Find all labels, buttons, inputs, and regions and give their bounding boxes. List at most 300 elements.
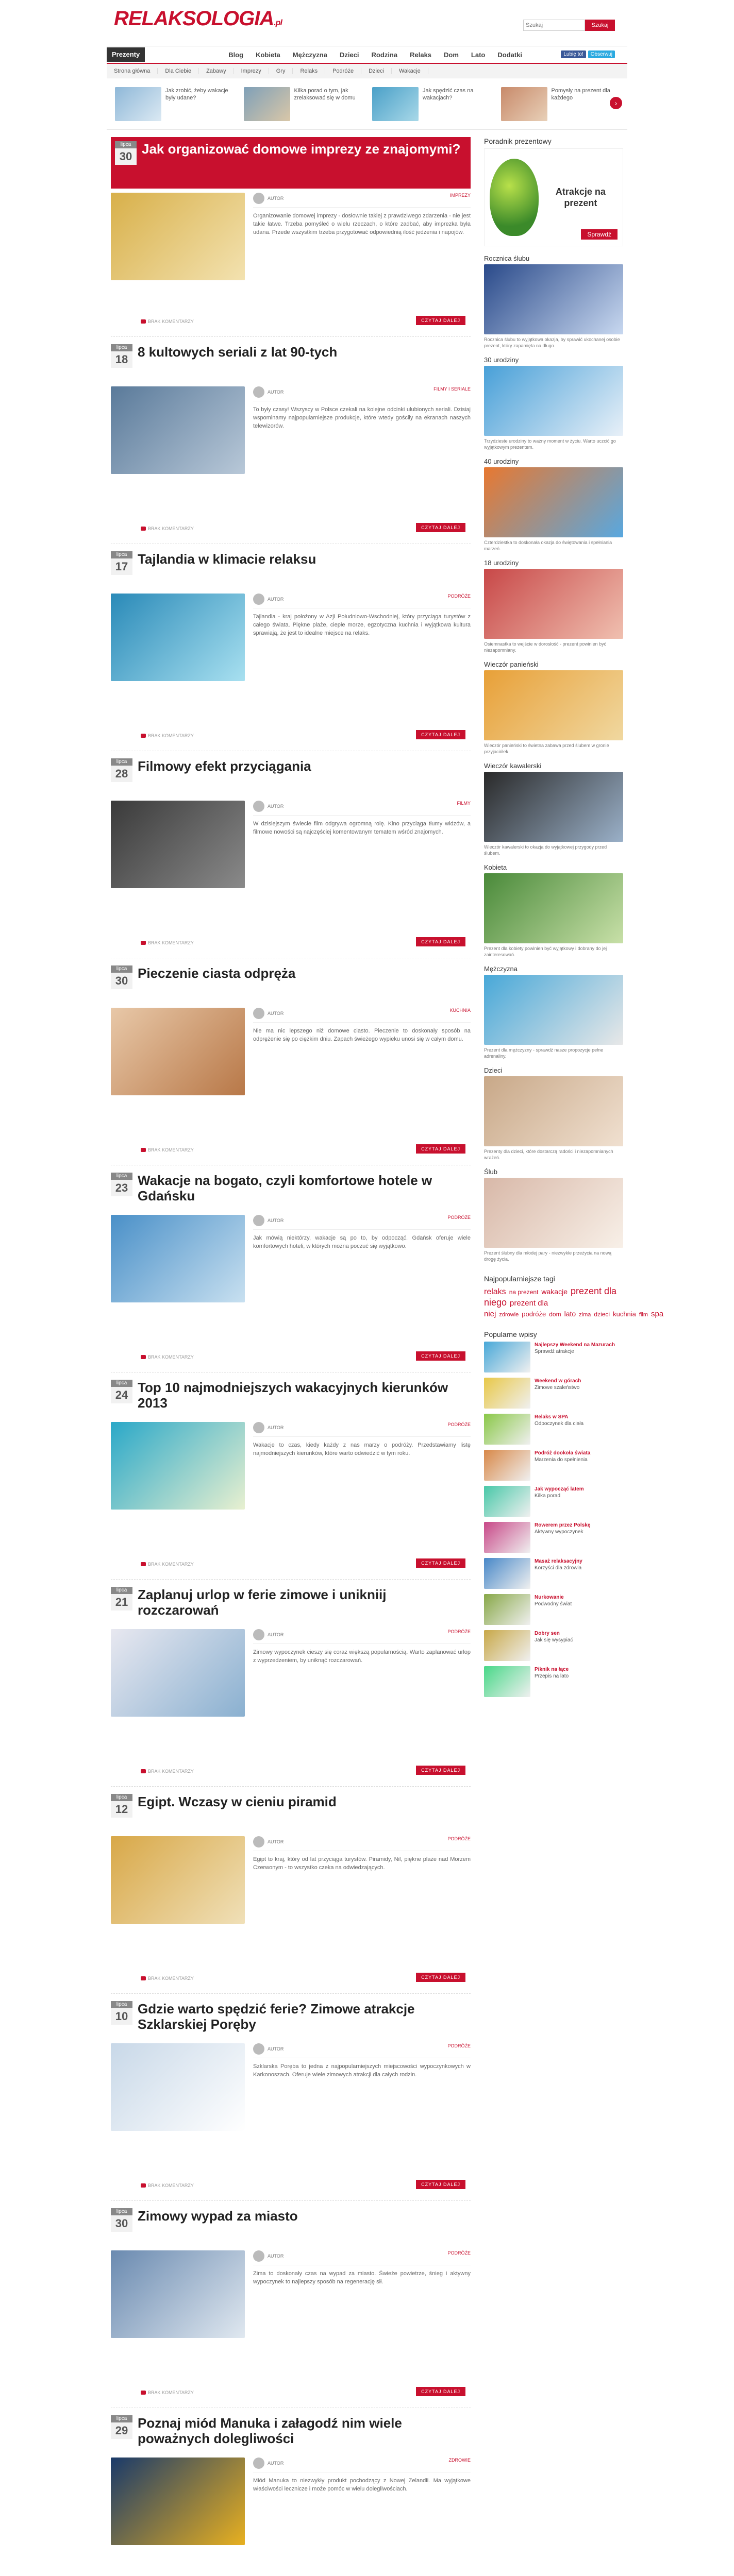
comments-count[interactable] xyxy=(141,319,194,324)
tag-link[interactable]: kuchnia xyxy=(613,1310,636,1318)
chevron-right-icon[interactable]: › xyxy=(610,97,622,109)
tag-link[interactable]: film xyxy=(639,1312,648,1318)
tag-link[interactable]: wakacje xyxy=(541,1287,568,1296)
tag-link[interactable]: dom xyxy=(549,1311,561,1318)
read-more-button[interactable]: CZYTAJ DALEJ xyxy=(416,2180,465,2189)
comments-count[interactable] xyxy=(141,1562,194,1567)
read-more-button[interactable]: CZYTAJ DALEJ xyxy=(416,316,465,325)
comments-count[interactable] xyxy=(141,940,194,945)
gift-title[interactable]: Wieczór panieński xyxy=(484,660,539,668)
author xyxy=(253,1629,283,1640)
tag-link[interactable]: relaks xyxy=(484,1287,506,1296)
article-image[interactable] xyxy=(111,1629,245,1717)
main-area xyxy=(107,130,664,2576)
gift-text: Prezent dla kobiety powinien być wyjątkowy i dobrany do jej zainteresowań. xyxy=(484,946,607,957)
article-tags[interactable]: PODRÓŻE xyxy=(447,2250,471,2256)
nav-item[interactable]: Rodzina xyxy=(371,50,398,59)
comments-count[interactable] xyxy=(141,1976,194,1981)
article-tags[interactable]: PODRÓŻE xyxy=(447,1836,471,1841)
popular-text xyxy=(535,1666,569,1697)
nav-item[interactable]: Mężczyzna xyxy=(292,50,327,59)
date-month: lipca xyxy=(111,2001,132,2008)
gift-title[interactable]: 18 urodziny xyxy=(484,559,519,567)
subnav-item[interactable]: Strona główna xyxy=(107,68,158,74)
gift-item[interactable] xyxy=(484,457,623,552)
read-more-button[interactable]: CZYTAJ DALEJ xyxy=(416,2387,465,2396)
popular-subtitle: Sprawdź atrakcje xyxy=(535,1349,574,1354)
popular-text xyxy=(535,1630,573,1661)
comments-count[interactable] xyxy=(141,733,194,738)
article-tags[interactable]: IMPREZY xyxy=(449,193,471,198)
avatar xyxy=(253,386,264,398)
gift-image[interactable] xyxy=(484,670,623,740)
popular-subtitle: Przepis na lato xyxy=(535,1673,569,1679)
sub-nav xyxy=(107,64,627,78)
article xyxy=(111,758,471,958)
teaser[interactable] xyxy=(501,87,620,121)
date-badge xyxy=(111,1794,132,1818)
article-header xyxy=(111,1587,471,1625)
article-tags[interactable]: PODRÓŻE xyxy=(447,594,471,599)
author xyxy=(253,1008,283,1019)
popular-image xyxy=(484,1522,530,1553)
read-more-button[interactable]: CZYTAJ DALEJ xyxy=(416,1973,465,1982)
article-title[interactable]: Gdzie warto spędzić ferie? Zimowe atrakcje Szklarskiej Poręby xyxy=(138,2001,415,2032)
author-name[interactable]: AUTOR xyxy=(268,1839,284,1844)
gift-text: Wieczór panieński to świetna zabawa przed ślubem w gronie przyjaciółek. xyxy=(484,743,609,754)
date-month: lipca xyxy=(111,758,132,766)
gift-item[interactable] xyxy=(484,863,623,958)
teaser[interactable] xyxy=(372,87,491,121)
author xyxy=(253,2250,283,2262)
article-title[interactable]: Zaplanuj urlop w ferie zimowe i unikniij rozczarowań xyxy=(138,1587,387,1618)
tag-link[interactable]: lato xyxy=(564,1310,576,1318)
tag-link[interactable]: podróże xyxy=(522,1310,546,1318)
article-body xyxy=(111,1422,471,1510)
article-header xyxy=(111,551,471,589)
avatar xyxy=(253,2458,264,2469)
tags-widget xyxy=(484,1275,664,1320)
article-header xyxy=(111,1794,471,1832)
gift-title[interactable]: Ślub xyxy=(484,1168,498,1176)
gift-image[interactable] xyxy=(484,873,623,943)
popular-title[interactable]: Podróż dookoła świata xyxy=(535,1450,591,1456)
subnav-item[interactable]: Dla Ciebie xyxy=(158,68,199,74)
article xyxy=(111,1587,471,1787)
read-more-button[interactable]: CZYTAJ DALEJ xyxy=(416,1351,465,1361)
gift-item[interactable] xyxy=(484,1066,623,1161)
popular-subtitle: Aktywny wypoczynek xyxy=(535,1529,583,1535)
popular-title[interactable]: Jak wypocząć latem xyxy=(535,1486,584,1492)
teaser-image xyxy=(244,87,290,121)
teaser-image xyxy=(501,87,547,121)
comments-label: BRAK KOMENTARZY xyxy=(148,1354,194,1360)
article-meta xyxy=(253,594,471,608)
popular-post[interactable] xyxy=(484,1630,623,1661)
teaser-image xyxy=(115,87,161,121)
teaser[interactable] xyxy=(115,87,233,121)
popular-list xyxy=(484,1342,623,1697)
nav-item[interactable]: Dom xyxy=(444,50,459,59)
author-name[interactable]: AUTOR xyxy=(268,196,284,201)
article-body xyxy=(111,193,471,280)
popular-post[interactable] xyxy=(484,1450,623,1481)
article xyxy=(111,2208,471,2408)
article-tags[interactable]: FILMY I SERIALE xyxy=(433,386,471,392)
article xyxy=(111,551,471,751)
balloon-image xyxy=(490,159,539,236)
article-excerpt: Wakacje to czas, kiedy każdy z nas marzy o podróży. Przedstawiamy listę najmodniejszych kierunków, które warto odwiedzić w tym roku. xyxy=(253,1442,471,1456)
date-badge xyxy=(111,965,132,989)
popular-post[interactable] xyxy=(484,1414,623,1445)
article-tags[interactable]: PODRÓŻE xyxy=(447,1629,471,1634)
date-month: lipca xyxy=(111,344,132,351)
popular-post[interactable] xyxy=(484,1594,623,1625)
popular-text xyxy=(535,1414,583,1445)
subnav-item[interactable]: Dzieci xyxy=(361,68,392,74)
author-name[interactable]: AUTOR xyxy=(268,389,284,395)
gift-item[interactable] xyxy=(484,1168,623,1262)
article xyxy=(111,137,471,337)
article-title[interactable]: Wakacje na bogato, czyli komfortowe hotele w Gdańsku xyxy=(138,1173,432,1204)
main-nav xyxy=(107,46,627,64)
author xyxy=(253,2458,283,2469)
article-image[interactable] xyxy=(111,594,245,681)
date-badge xyxy=(111,551,132,575)
promo-banner[interactable] xyxy=(484,148,623,246)
teaser-text: Pomysły na prezent dla każdego xyxy=(551,87,610,101)
gift-image[interactable] xyxy=(484,467,623,537)
article-title[interactable]: Jak organizować domowe imprezy ze znajomymi? xyxy=(142,141,461,157)
widget-title: Najpopularniejsze tagi xyxy=(484,1275,555,1283)
date-badge xyxy=(111,2208,132,2232)
tag-cloud xyxy=(484,1286,664,1320)
article-image[interactable] xyxy=(111,386,245,474)
popular-subtitle: Odpoczynek dla ciała xyxy=(535,1421,584,1427)
popular-title[interactable]: Piknik na łące xyxy=(535,1667,569,1672)
gift-image[interactable] xyxy=(484,975,623,1045)
comment-icon xyxy=(141,1355,146,1359)
comment-icon xyxy=(141,1148,146,1152)
date-day: 10 xyxy=(111,2008,132,2025)
article-image[interactable] xyxy=(111,1836,245,1924)
article-title[interactable]: Poznaj miód Manuka i załagodź nim wiele poważnych dolegliwości xyxy=(138,2415,402,2446)
tag-link[interactable]: spa xyxy=(651,1310,664,1318)
article-tags[interactable]: FILMY xyxy=(457,801,471,806)
article-title[interactable]: Tajlandia w klimacie relaksu xyxy=(138,551,316,567)
nav-item[interactable]: Dodatki xyxy=(497,50,523,59)
article-list xyxy=(111,137,471,2576)
popular-title[interactable]: Najlepszy Weekend na Mazurach xyxy=(535,1342,615,1348)
date-badge xyxy=(111,2001,132,2025)
article-body xyxy=(111,2458,471,2545)
article-excerpt: W dzisiejszym świecie film odgrywa ogromną rolę. Kino przyciąga tłumy widzów, a filmowe nowości są najczęściej komentowanym tematem wśród znajomych. xyxy=(253,821,471,835)
article-tags[interactable]: PODRÓŻE xyxy=(447,1422,471,1427)
prezenty-button[interactable]: Prezenty xyxy=(107,47,145,62)
logo-text: RELAKSOLOGIA xyxy=(114,7,274,30)
comments-label: BRAK KOMENTARZY xyxy=(148,733,194,738)
article-tags[interactable]: PODRÓŻE xyxy=(447,1215,471,1220)
article-image[interactable] xyxy=(111,193,245,280)
comments-count[interactable] xyxy=(141,1147,194,1153)
popular-title[interactable]: Nurkowanie xyxy=(535,1595,564,1600)
comments-count[interactable] xyxy=(141,1354,194,1360)
article-image[interactable] xyxy=(111,1215,245,1302)
comment-icon xyxy=(141,527,146,531)
author xyxy=(253,1836,283,1848)
social-buttons xyxy=(561,50,615,58)
article-title[interactable]: Pieczenie ciasta odpręża xyxy=(138,965,296,981)
author-name[interactable]: AUTOR xyxy=(268,2253,284,2259)
tag-link[interactable]: prezent dla niego xyxy=(484,1286,617,1308)
popular-post[interactable] xyxy=(484,1378,623,1409)
article-tags[interactable]: KUCHNIA xyxy=(449,1008,471,1013)
gift-title[interactable]: Kobieta xyxy=(484,863,507,871)
popular-text xyxy=(535,1450,590,1481)
author-name[interactable]: AUTOR xyxy=(268,2461,284,2466)
author xyxy=(253,594,283,605)
teaser-image xyxy=(372,87,419,121)
avatar xyxy=(253,1008,264,1019)
article-title[interactable]: 8 kultowych seriali z lat 90-tych xyxy=(138,344,338,360)
popular-post[interactable] xyxy=(484,1558,623,1589)
article-image[interactable] xyxy=(111,801,245,888)
gift-title[interactable]: Mężczyzna xyxy=(484,965,518,973)
article-header xyxy=(111,758,471,796)
facebook-like-button[interactable]: Lubię to! xyxy=(561,50,586,58)
promo-button[interactable]: Sprawdź xyxy=(581,229,618,240)
popular-image xyxy=(484,1666,530,1697)
article-right xyxy=(253,1215,471,1302)
author-name[interactable]: AUTOR xyxy=(268,2046,284,2052)
article-excerpt: Organizowanie domowej imprezy - dosłownie takiej z prawdziwego zdarzenia - nie jest takie łatwe. Trzeba pomyśleć o wielu rzeczach, o które zadbać, aby imprezka była udana. Przede wszystkim trzeba przygotować odpowiednią ilość jedzenia i napojów. xyxy=(253,213,471,235)
comment-icon xyxy=(141,941,146,945)
gift-guide-widget xyxy=(484,137,623,246)
article-image[interactable] xyxy=(111,1422,245,1510)
article-title[interactable]: Zimowy wypad za miasto xyxy=(138,2208,298,2224)
article-body xyxy=(111,1836,471,1924)
article-title[interactable]: Filmowy efekt przyciągania xyxy=(138,758,311,774)
tag-link[interactable]: dzieci xyxy=(594,1311,610,1318)
popular-post[interactable] xyxy=(484,1522,623,1553)
read-more-button[interactable]: CZYTAJ DALEJ xyxy=(416,523,465,532)
article xyxy=(111,2001,471,2201)
tag-link[interactable]: zima xyxy=(579,1312,591,1318)
popular-post[interactable] xyxy=(484,1486,623,1517)
nav-item[interactable]: Kobieta xyxy=(256,50,280,59)
gift-item[interactable] xyxy=(484,660,623,755)
tag-link[interactable]: prezent dla niej xyxy=(484,1299,548,1318)
popular-text xyxy=(535,1342,615,1372)
popular-title[interactable]: Weekend w górach xyxy=(535,1378,581,1384)
date-month: lipca xyxy=(111,1587,132,1594)
article-right xyxy=(253,2458,471,2545)
article-image[interactable] xyxy=(111,1008,245,1095)
gift-title[interactable]: Rocznica ślubu xyxy=(484,255,530,262)
article xyxy=(111,2415,471,2576)
popular-title[interactable]: Dobry sen xyxy=(535,1631,560,1636)
article-header xyxy=(111,137,471,189)
article-meta xyxy=(253,1836,471,1851)
author xyxy=(253,1215,283,1226)
popular-image xyxy=(484,1594,530,1625)
article-title[interactable]: Egipt. Wczasy w cieniu piramid xyxy=(138,1794,337,1809)
article-body xyxy=(111,1215,471,1302)
comments-count[interactable] xyxy=(141,2390,194,2395)
comments-count[interactable] xyxy=(141,2183,194,2188)
popular-subtitle: Jak się wysypiać xyxy=(535,1637,573,1643)
popular-image xyxy=(484,1378,530,1409)
article-body xyxy=(111,594,471,681)
article-excerpt: Zimowy wypoczynek cieszy się coraz większą popularnością. Warto zaplanować urlop z wyprzedzeniem, by uniknąć rozczarowań. xyxy=(253,1649,471,1664)
nav-item[interactable]: Relaks xyxy=(410,50,432,59)
comments-label: BRAK KOMENTARZY xyxy=(148,1976,194,1981)
subnav-item[interactable]: Gry xyxy=(269,68,293,74)
nav-item[interactable]: Lato xyxy=(471,50,486,59)
author xyxy=(253,2043,283,2055)
comments-label: BRAK KOMENTARZY xyxy=(148,1147,194,1153)
subnav-item[interactable]: Relaks xyxy=(293,68,325,74)
avatar xyxy=(253,2250,264,2262)
author-name[interactable]: AUTOR xyxy=(268,804,284,809)
article-meta xyxy=(253,2250,471,2265)
article-excerpt: To były czasy! Wszyscy w Polsce czekali na kolejne odcinki ulubionych seriali. Dzisiaj wspominamy najpopularniejsze produkcje, które wtedy gościły na ekranach naszych telewizorów. xyxy=(253,406,471,429)
date-day: 30 xyxy=(111,2215,132,2232)
search-button[interactable]: Szukaj xyxy=(585,20,615,31)
article xyxy=(111,344,471,544)
popular-subtitle: Kilka porad xyxy=(535,1493,561,1499)
search-input[interactable] xyxy=(523,20,585,31)
author-name[interactable]: AUTOR xyxy=(268,1218,284,1223)
popular-subtitle: Korzyści dla zdrowia xyxy=(535,1565,582,1571)
teaser-strip xyxy=(107,78,627,130)
site-logo[interactable] xyxy=(114,7,282,30)
subnav-item[interactable]: Imprezy xyxy=(234,68,269,74)
popular-text xyxy=(535,1594,572,1625)
gift-text: Osiemnastka to wejście w dorosłość - prezent powinien być niezapomniany. xyxy=(484,641,607,653)
comments-count[interactable] xyxy=(141,526,194,531)
popular-text xyxy=(535,1522,590,1553)
teaser[interactable] xyxy=(244,87,362,121)
gift-text: Wieczór kawalerski to okazja do wyjątkowej przygody przed ślubem. xyxy=(484,844,607,856)
author-name[interactable]: AUTOR xyxy=(268,1425,284,1430)
popular-image xyxy=(484,1342,530,1372)
gift-item[interactable] xyxy=(484,965,623,1059)
article-tags[interactable]: PODRÓŻE xyxy=(447,2043,471,2048)
popular-title[interactable]: Masaż relaksacyjny xyxy=(535,1558,582,1564)
date-badge xyxy=(111,1173,132,1196)
gift-image[interactable] xyxy=(484,264,623,334)
avatar xyxy=(253,1629,264,1640)
popular-title[interactable]: Rowerem przez Polskę xyxy=(535,1522,591,1528)
gift-item[interactable] xyxy=(484,255,623,349)
date-day: 28 xyxy=(111,766,132,782)
comments-count[interactable] xyxy=(141,1769,194,1774)
read-more-button[interactable]: CZYTAJ DALEJ xyxy=(416,1144,465,1154)
gift-item[interactable] xyxy=(484,559,623,653)
read-more-button[interactable]: CZYTAJ DALEJ xyxy=(416,1766,465,1775)
comments-label: BRAK KOMENTARZY xyxy=(148,2390,194,2395)
read-more-button[interactable]: CZYTAJ DALEJ xyxy=(416,730,465,739)
article-body xyxy=(111,801,471,888)
gift-image[interactable] xyxy=(484,1076,623,1146)
article-image[interactable] xyxy=(111,2458,245,2545)
gift-image[interactable] xyxy=(484,366,623,436)
article-excerpt: Miód Manuka to niezwykły produkt pochodzący z Nowej Zelandii. Ma wyjątkowe właściwości lecznicze i może pomóc w wielu dolegliwościach. xyxy=(253,2478,471,2492)
nav-list xyxy=(222,51,528,59)
comment-icon xyxy=(141,319,146,324)
gift-title[interactable]: Wieczór kawalerski xyxy=(484,762,542,770)
article-image[interactable] xyxy=(111,2250,245,2338)
tag-link[interactable]: na prezent xyxy=(509,1289,539,1296)
article-excerpt: Nie ma nic lepszego niż domowe ciasto. Pieczenie to doskonały sposób na odprężenie się po ciężkim dniu. Zapach świeżego wypieku unosi się w całym domu. xyxy=(253,1028,471,1042)
subnav-item[interactable]: Podróże xyxy=(325,68,361,74)
read-more-button[interactable]: CZYTAJ DALEJ xyxy=(416,1558,465,1568)
date-month: lipca xyxy=(111,2208,132,2215)
avatar xyxy=(253,594,264,605)
gift-title[interactable]: Dzieci xyxy=(484,1066,503,1074)
article xyxy=(111,965,471,1165)
article-meta xyxy=(253,193,471,208)
gift-title[interactable]: 40 urodziny xyxy=(484,457,519,465)
article-tags[interactable]: ZDROWIE xyxy=(448,2458,471,2463)
nav-item[interactable]: Dzieci xyxy=(339,50,359,59)
gift-image[interactable] xyxy=(484,1178,623,1248)
author-name[interactable]: AUTOR xyxy=(268,1011,284,1016)
gift-image[interactable] xyxy=(484,569,623,639)
article-image[interactable] xyxy=(111,2043,245,2131)
author-name[interactable]: AUTOR xyxy=(268,597,284,602)
subnav-item[interactable]: Zabawy xyxy=(199,68,234,74)
popular-title[interactable]: Relaks w SPA xyxy=(535,1414,569,1420)
popular-post[interactable] xyxy=(484,1342,623,1372)
comments-label: BRAK KOMENTARZY xyxy=(148,526,194,531)
author-name[interactable]: AUTOR xyxy=(268,1632,284,1637)
author xyxy=(253,1422,283,1433)
logo-tld: .pl xyxy=(274,19,282,27)
popular-post[interactable] xyxy=(484,1666,623,1697)
read-more-button[interactable]: CZYTAJ DALEJ xyxy=(416,937,465,946)
comments-label: BRAK KOMENTARZY xyxy=(148,1769,194,1774)
article-header xyxy=(111,2208,471,2246)
twitter-follow-button[interactable]: Obserwuj xyxy=(588,50,615,58)
article-meta xyxy=(253,1008,471,1023)
date-badge xyxy=(111,1587,132,1611)
widget-title: Popularne wpisy xyxy=(484,1330,537,1338)
gift-image[interactable] xyxy=(484,772,623,842)
gift-item[interactable] xyxy=(484,762,623,856)
gift-title[interactable]: 30 urodziny xyxy=(484,356,519,364)
gift-text: Rocznica ślubu to wyjątkowa okazja, by sprawić ukochanej osobie prezent, który zapamięta na długo. xyxy=(484,337,620,348)
gift-text: Trzydzieste urodziny to ważny moment w życiu. Warto uczcić go wyjątkowym prezentem. xyxy=(484,438,616,450)
article-right xyxy=(253,594,471,681)
popular-image xyxy=(484,1414,530,1445)
subnav-item[interactable]: Wakacje xyxy=(392,68,428,74)
author xyxy=(253,386,283,398)
comments-label: BRAK KOMENTARZY xyxy=(148,940,194,945)
tag-link[interactable]: zdrowie xyxy=(499,1312,519,1318)
date-badge xyxy=(115,141,137,165)
popular-text xyxy=(535,1558,582,1589)
nav-item[interactable]: Blog xyxy=(228,50,244,59)
article-excerpt: Szklarska Poręba to jedna z najpopularniejszych miejscowości wypoczynkowych w Karkonoszach. Oferuje wiele zimowych atrakcji dla całych rodzin. xyxy=(253,2063,471,2078)
gift-text: Prezenty dla dzieci, które dostarczą radości i niezapomnianych wrażeń. xyxy=(484,1149,613,1160)
article-title[interactable]: Top 10 najmodniejszych wakacyjnych kierunków 2013 xyxy=(138,1380,448,1411)
gift-item[interactable] xyxy=(484,356,623,450)
article-header xyxy=(111,965,471,1004)
article-header xyxy=(111,344,471,382)
article-right xyxy=(253,1008,471,1095)
